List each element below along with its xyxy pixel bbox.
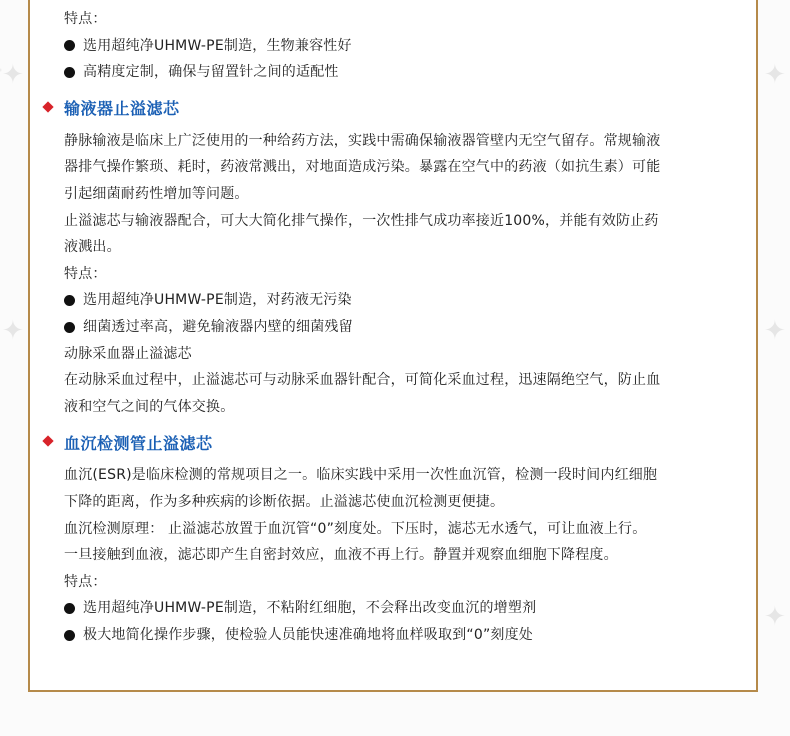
feature-item (64, 287, 754, 314)
paragraph-line: 血沉检测原理： 止溢滤芯放置于血沉管“0”刻度处。下压时，滤芯无水透气，可让血液上行。 (64, 520, 647, 537)
feature-text: 选用超纯净UHMW-PE制造，不粘附红细胞，不会释出改变血沉的增塑剂 (83, 600, 537, 617)
features-label: 特点： (64, 265, 107, 282)
paragraph-line: 血沉(ESR)是临床检测的常规项目之一。临床实践中采用一次性血沉管，检测一段时间内红细胞 (64, 467, 658, 484)
feature-item (64, 595, 754, 622)
decorative-star-icon: ✦ (2, 60, 24, 90)
bullet-dot-icon (64, 322, 75, 333)
paragraph-line: 液溅出。 (64, 239, 121, 256)
decorative-star-icon: ✦ (764, 316, 786, 346)
feature-text: 极大地简化操作步骤，使检验人员能快速准确地将血样吸取到“0”刻度处 (83, 626, 534, 643)
sub-title: 动脉采血器止溢滤芯 (64, 345, 192, 362)
feature-text: 细菌透过率高，避免输液器内壁的细菌残留 (83, 318, 353, 335)
feature-text: 选用超纯净UHMW-PE制造，生物兼容性好 (83, 37, 352, 54)
paragraph-line: 液和空气之间的气体交换。 (64, 398, 235, 415)
paragraph-line: 器排气操作繁琐、耗时，药液常溅出，对地面造成污染。暴露在空气中的药液（如抗生素）可能 (64, 159, 661, 176)
bullet-dot-icon (64, 630, 75, 641)
diamond-bullet-icon (42, 101, 53, 112)
feature-text: 高精度定制，确保与留置针之间的适配性 (83, 64, 339, 81)
bullet-dot-icon (64, 295, 75, 306)
features-label: 特点： (64, 573, 107, 590)
diamond-bullet-icon (42, 436, 53, 447)
feature-item (64, 314, 754, 341)
bullet-dot-icon (64, 603, 75, 614)
section-title: 血沉检测管止溢滤芯 (64, 433, 213, 453)
content-body (64, 6, 754, 648)
paragraph-line: 引起细菌耐药性增加等问题。 (64, 185, 249, 202)
paragraph-line: 下降的距离，作为多种疾病的诊断依据。止溢滤芯使血沉检测更便捷。 (64, 493, 505, 510)
content-panel (28, 0, 758, 692)
feature-item (64, 33, 754, 60)
decorative-star-icon: ✦ (2, 316, 24, 346)
features-label: 特点： (64, 11, 107, 27)
paragraph-line: 一旦接触到血液，滤芯即产生自密封效应，血液不再上行。静置并观察血细胞下降程度。 (64, 547, 618, 564)
bullet-dot-icon (64, 40, 75, 51)
paragraph-line: 止溢滤芯与输液器配合，可大大简化排气操作，一次性排气成功率接近100%，并能有效防止药 (64, 212, 659, 229)
section-heading (64, 429, 754, 455)
paragraph-line: 在动脉采血过程中，止溢滤芯可与动脉采血器针配合，可简化采血过程，迅速隔绝空气，防止血 (64, 372, 661, 389)
decorative-star-icon: ✦ (764, 60, 786, 90)
feature-item (64, 59, 754, 86)
decorative-star-icon: ✦ (764, 602, 786, 632)
bullet-dot-icon (64, 67, 75, 78)
feature-text: 选用超纯净UHMW-PE制造，对药液无污染 (83, 292, 352, 309)
section-heading (64, 95, 754, 121)
section-title: 输液器止溢滤芯 (64, 99, 180, 119)
paragraph-line: 静脉输液是临床上广泛使用的一种给药方法，实践中需确保输液器管壁内无空气留存。常规输液 (64, 132, 661, 149)
feature-item (64, 622, 754, 649)
